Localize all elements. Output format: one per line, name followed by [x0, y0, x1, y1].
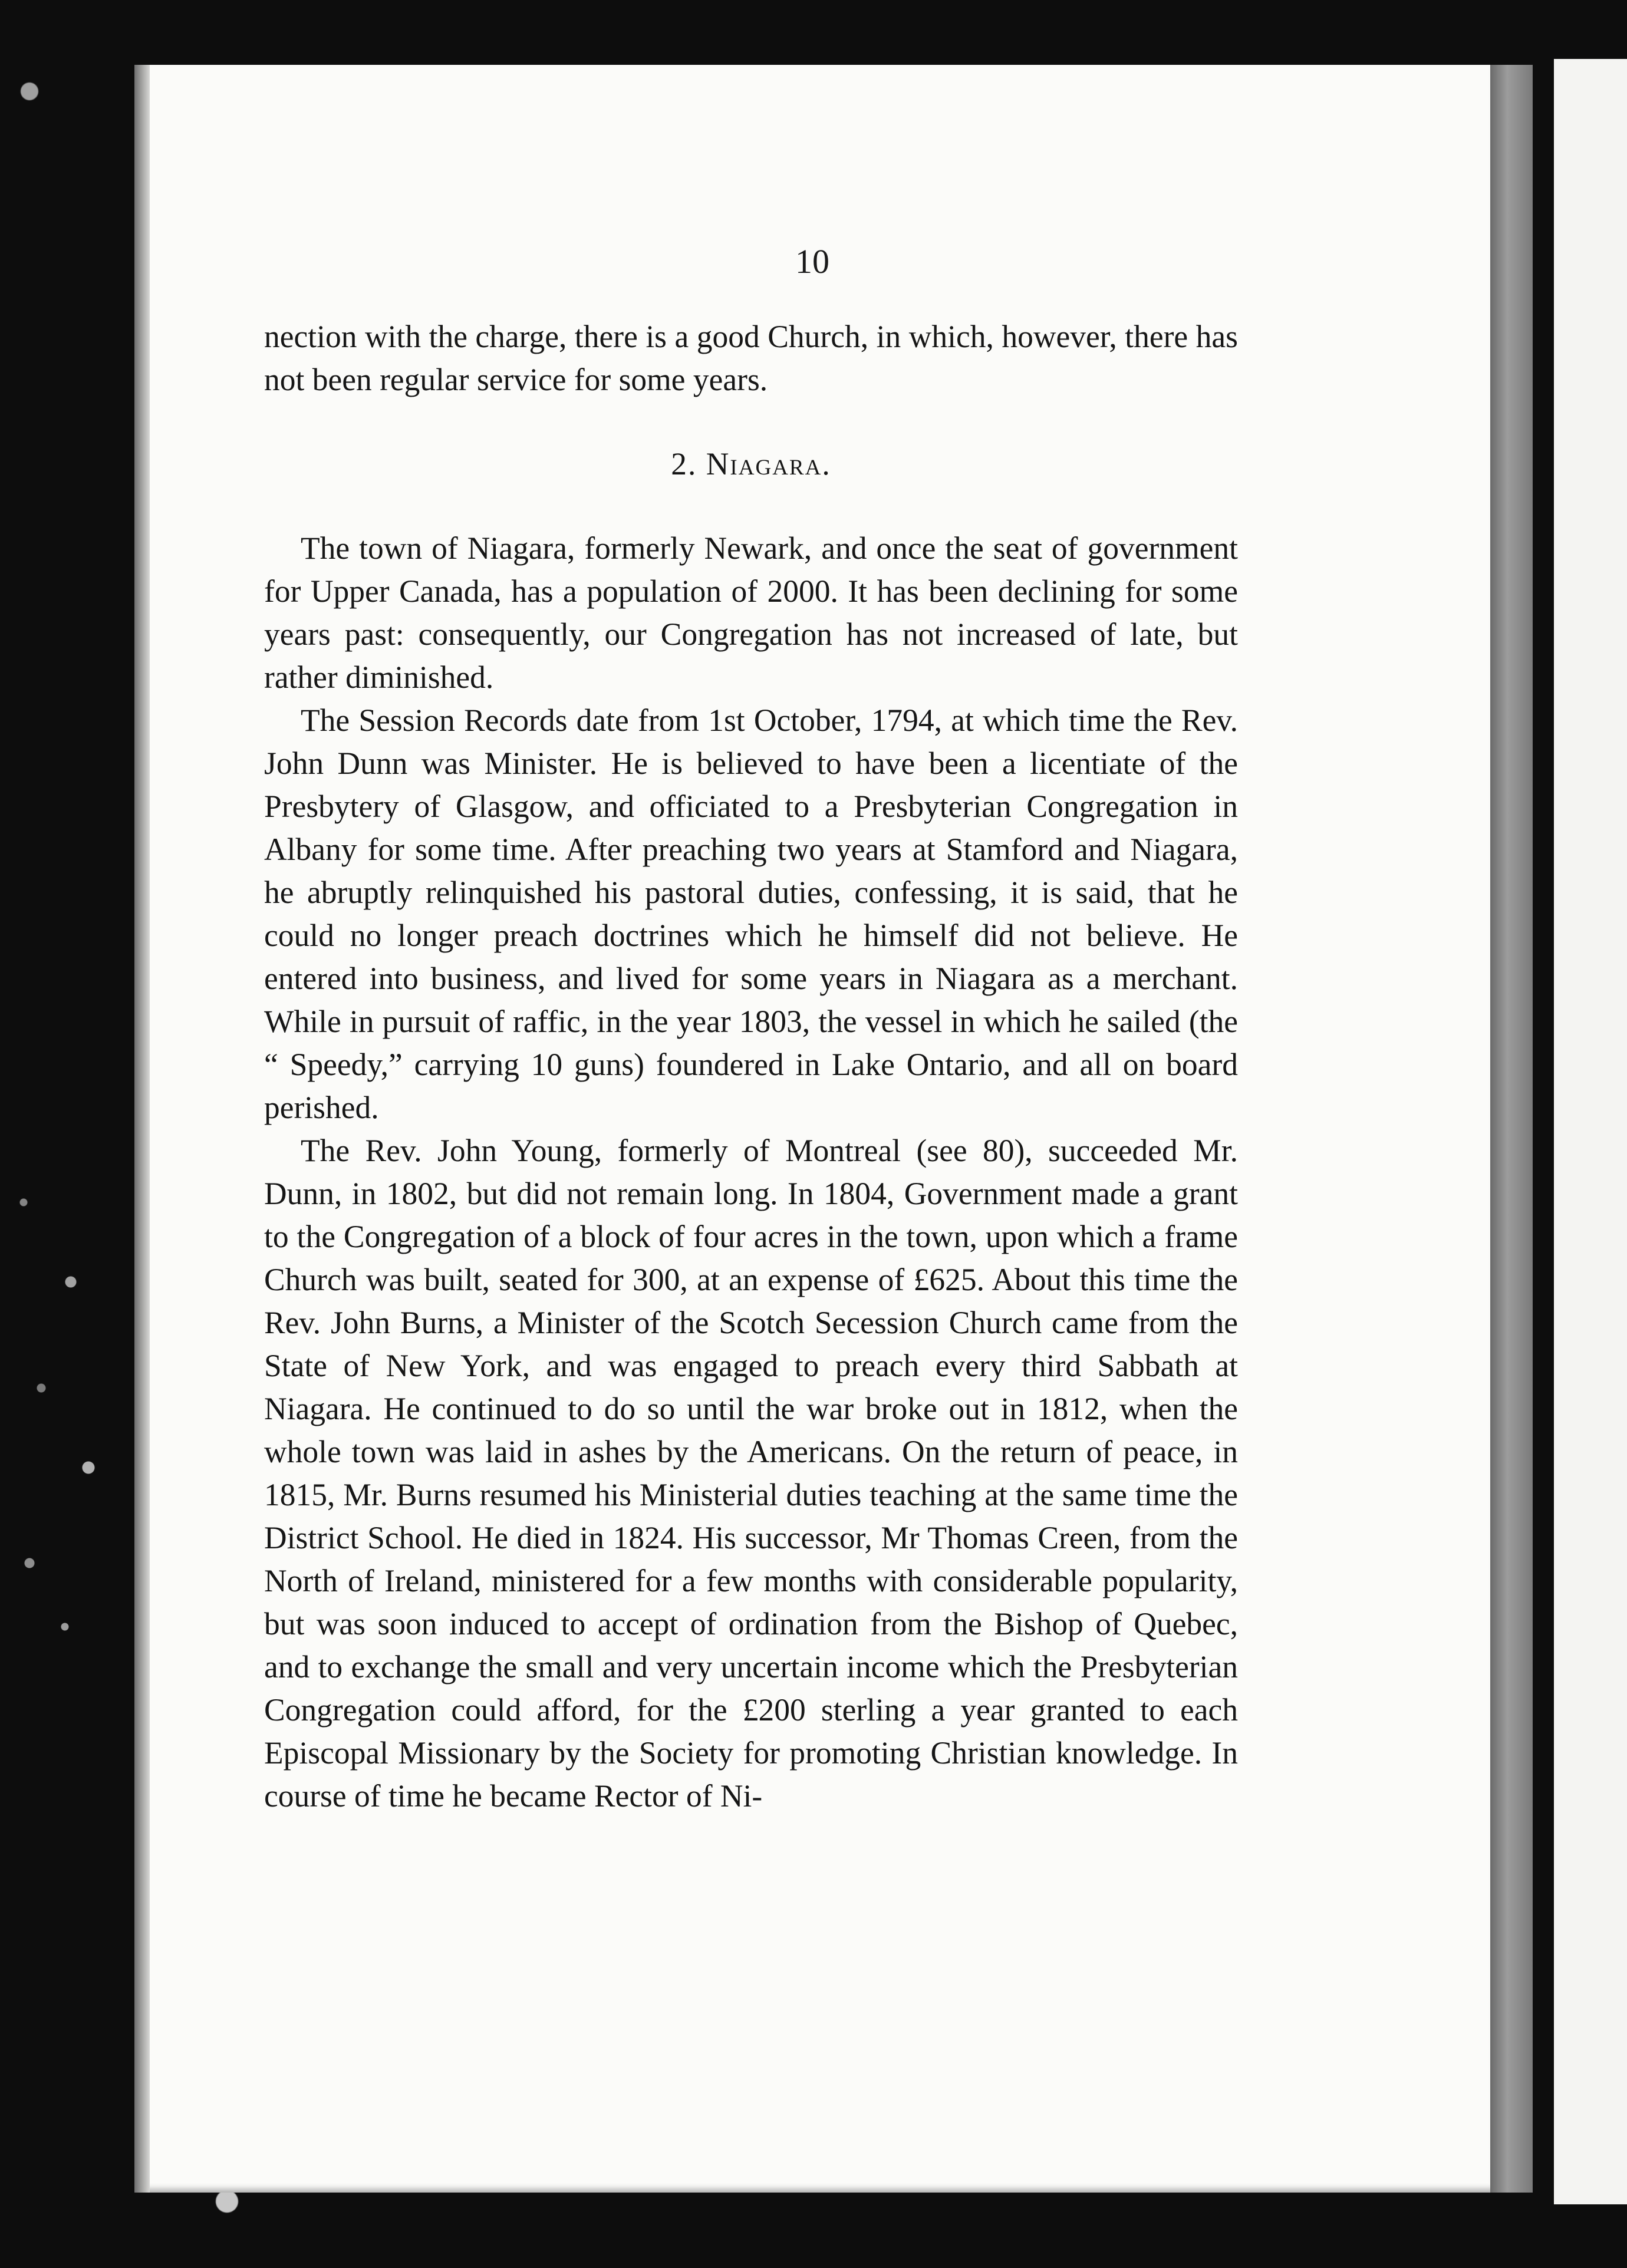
paragraph: The Rev. John Young, formerly of Montreal (see 80), succeeded Mr. Dunn, in 1802, but did not remain long. In 1804, Government made a grant to the Congregation of a block of four acres in the town, upon which a frame Church was built, seated for 300, at an expense of £625. About this time the Rev. John Burns, a Minister of the Scotch Secession Church came from the State of New York, and was engaged to preach every third Sabbath at Niagara. He continued to do so until the war broke out in 1812, when the whole town was laid in ashes by the Americans. On the return of peace, in 1815, Mr. Burns resumed his Ministerial duties teaching at the same time the District School. He died in 1824. His successor, Mr Thomas Creen, from the North of Ireland, ministered for a few months with considerable popularity, but was soon induced to accept of ordination from the Bishop of Quebec, and to exchange the small and very uncertain income which the Presbyterian Congregation could afford, for the £200 sterling a year granted to each Episcopal Missionary by the Society for promoting Christian knowledge. In course of time he became Rector of Ni-: [264, 1133, 1238, 1814]
continuation-paragraph: nection with the charge, there is a good Church, in which, however, there has not been regular service for some years.: [264, 319, 1238, 397]
section-heading: 2. Niagara.: [671, 446, 831, 482]
paragraph: The town of Niagara, formerly Newark, and once the seat of government for Upper Canada, has a population of 2000. It has been declining for some years past: consequently, our Congregation has not increased of late, but rather diminished.: [264, 530, 1238, 695]
scan-edge-noise: [0, 1149, 118, 1680]
page-edge-shadow: [1490, 65, 1533, 2193]
adjacent-page-edge: [1554, 59, 1627, 2204]
page-number: 10: [795, 242, 829, 281]
book-page: [134, 65, 1490, 2193]
paragraph: The Session Records date from 1st October, 1794, at which time the Rev. John Dunn was Minister. He is believed to have been a licentiate of the Presbytery of Glasgow, and officiated to a Presbyterian Congregation in Albany for some time. After preaching two years at Stamford and Niagara, he abruptly relinquished his pastoral duties, confessing, it is said, that he could no longer preach doctrines which he himself did not believe. He entered into business, and lived for some years in Niagara as a merchant. While in pursuit of raffic, in the year 1803, the vessel in which he sailed (the “ Speedy,” carrying 10 guns) foundered in Lake Ontario, and all on board perished.: [264, 703, 1238, 1125]
body-text: [264, 315, 1238, 1818]
page-gutter-shadow: [134, 65, 150, 2193]
scan-speck: [12, 77, 47, 106]
